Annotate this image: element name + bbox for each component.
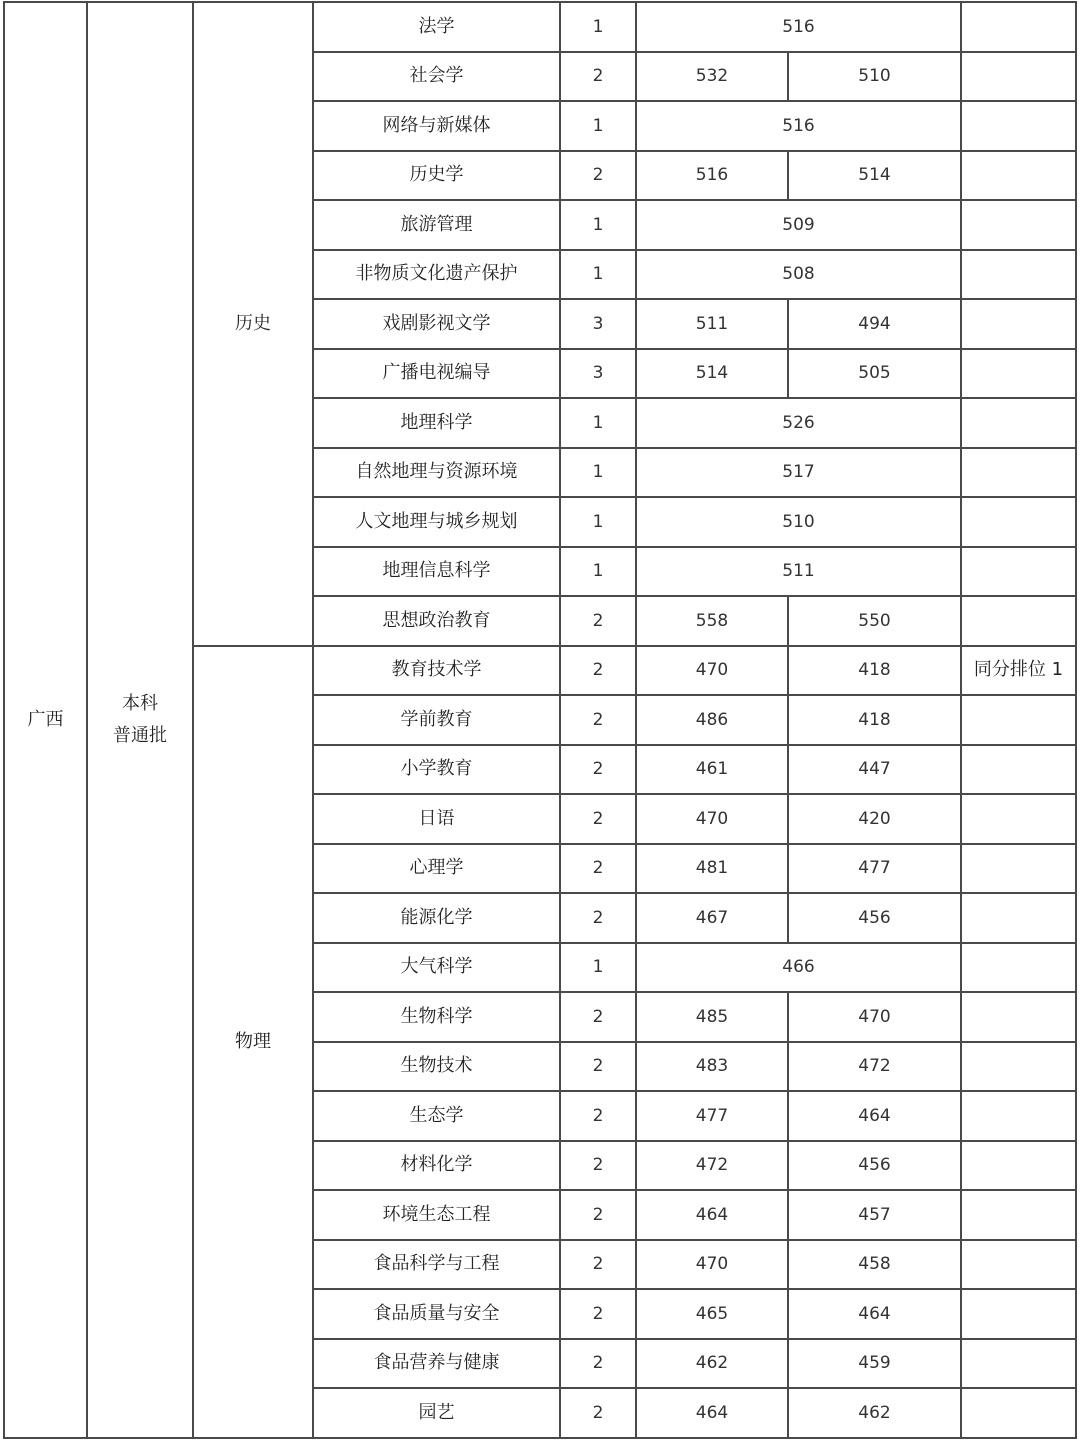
major-name-cell: 地理信息科学 bbox=[313, 547, 560, 597]
major-name-cell: 思想政治教育 bbox=[313, 596, 560, 646]
lowest-score-cell: 514 bbox=[788, 151, 961, 201]
note-cell bbox=[961, 745, 1076, 795]
major-name-cell: 人文地理与城乡规划 bbox=[313, 497, 560, 547]
note-cell bbox=[961, 151, 1076, 201]
highest-score-cell: 532 bbox=[636, 52, 788, 102]
note-cell bbox=[961, 349, 1076, 399]
major-name-cell: 历史学 bbox=[313, 151, 560, 201]
plan-count-cell: 1 bbox=[560, 448, 636, 498]
plan-count-cell: 2 bbox=[560, 1091, 636, 1141]
plan-count-cell: 2 bbox=[560, 596, 636, 646]
plan-count-cell: 2 bbox=[560, 893, 636, 943]
major-name-cell: 生物技术 bbox=[313, 1042, 560, 1092]
score-cell: 511 bbox=[636, 547, 961, 597]
plan-count-cell: 2 bbox=[560, 52, 636, 102]
major-name-cell: 生物科学 bbox=[313, 992, 560, 1042]
note-cell bbox=[961, 250, 1076, 300]
major-name-cell: 园艺 bbox=[313, 1388, 560, 1438]
plan-count-cell: 2 bbox=[560, 1339, 636, 1389]
lowest-score-cell: 472 bbox=[788, 1042, 961, 1092]
major-name-cell: 日语 bbox=[313, 794, 560, 844]
highest-score-cell: 461 bbox=[636, 745, 788, 795]
note-cell bbox=[961, 1190, 1076, 1240]
note-cell bbox=[961, 1289, 1076, 1339]
highest-score-cell: 470 bbox=[636, 1240, 788, 1290]
highest-score-cell: 462 bbox=[636, 1339, 788, 1389]
note-cell bbox=[961, 398, 1076, 448]
lowest-score-cell: 505 bbox=[788, 349, 961, 399]
plan-count-cell: 2 bbox=[560, 992, 636, 1042]
highest-score-cell: 477 bbox=[636, 1091, 788, 1141]
lowest-score-cell: 510 bbox=[788, 52, 961, 102]
note-cell bbox=[961, 299, 1076, 349]
highest-score-cell: 483 bbox=[636, 1042, 788, 1092]
plan-count-cell: 1 bbox=[560, 200, 636, 250]
highest-score-cell: 558 bbox=[636, 596, 788, 646]
plan-count-cell: 1 bbox=[560, 250, 636, 300]
highest-score-cell: 511 bbox=[636, 299, 788, 349]
highest-score-cell: 464 bbox=[636, 1190, 788, 1240]
score-cell: 526 bbox=[636, 398, 961, 448]
note-cell bbox=[961, 943, 1076, 993]
note-cell bbox=[961, 448, 1076, 498]
plan-count-cell: 1 bbox=[560, 398, 636, 448]
major-name-cell: 广播电视编导 bbox=[313, 349, 560, 399]
note-cell bbox=[961, 893, 1076, 943]
plan-count-cell: 2 bbox=[560, 646, 636, 696]
lowest-score-cell: 494 bbox=[788, 299, 961, 349]
batch-line-1: 本科 bbox=[122, 692, 158, 714]
batch-cell bbox=[87, 2, 193, 1438]
major-name-cell: 大气科学 bbox=[313, 943, 560, 993]
highest-score-cell: 486 bbox=[636, 695, 788, 745]
note-cell bbox=[961, 547, 1076, 597]
plan-count-cell: 2 bbox=[560, 794, 636, 844]
highest-score-cell: 465 bbox=[636, 1289, 788, 1339]
major-name-cell: 环境生态工程 bbox=[313, 1190, 560, 1240]
lowest-score-cell: 470 bbox=[788, 992, 961, 1042]
highest-score-cell: 481 bbox=[636, 844, 788, 894]
lowest-score-cell: 459 bbox=[788, 1339, 961, 1389]
highest-score-cell: 470 bbox=[636, 794, 788, 844]
plan-count-cell: 1 bbox=[560, 547, 636, 597]
major-name-cell: 戏剧影视文学 bbox=[313, 299, 560, 349]
highest-score-cell: 470 bbox=[636, 646, 788, 696]
note-cell bbox=[961, 844, 1076, 894]
plan-count-cell: 1 bbox=[560, 943, 636, 993]
plan-count-cell: 2 bbox=[560, 151, 636, 201]
major-name-cell: 旅游管理 bbox=[313, 200, 560, 250]
major-name-cell: 法学 bbox=[313, 2, 560, 52]
highest-score-cell: 464 bbox=[636, 1388, 788, 1438]
note-cell bbox=[961, 1240, 1076, 1290]
highest-score-cell: 472 bbox=[636, 1141, 788, 1191]
note-cell bbox=[961, 52, 1076, 102]
lowest-score-cell: 456 bbox=[788, 893, 961, 943]
plan-count-cell: 2 bbox=[560, 745, 636, 795]
note-cell bbox=[961, 1091, 1076, 1141]
plan-count-cell: 2 bbox=[560, 1141, 636, 1191]
batch-line-2: 普通批 bbox=[113, 724, 167, 746]
note-cell: 同分排位 1 bbox=[961, 646, 1076, 696]
subject-group-cell: 历史 bbox=[193, 2, 313, 646]
score-cell: 508 bbox=[636, 250, 961, 300]
note-cell bbox=[961, 794, 1076, 844]
subject-group-cell: 物理 bbox=[193, 646, 313, 1438]
score-cell: 516 bbox=[636, 2, 961, 52]
lowest-score-cell: 464 bbox=[788, 1091, 961, 1141]
score-cell: 516 bbox=[636, 101, 961, 151]
lowest-score-cell: 456 bbox=[788, 1141, 961, 1191]
score-cell: 466 bbox=[636, 943, 961, 993]
major-name-cell: 能源化学 bbox=[313, 893, 560, 943]
major-name-cell: 自然地理与资源环境 bbox=[313, 448, 560, 498]
lowest-score-cell: 418 bbox=[788, 646, 961, 696]
major-name-cell: 食品营养与健康 bbox=[313, 1339, 560, 1389]
score-cell: 509 bbox=[636, 200, 961, 250]
major-name-cell: 教育技术学 bbox=[313, 646, 560, 696]
major-name-cell: 材料化学 bbox=[313, 1141, 560, 1191]
major-name-cell: 学前教育 bbox=[313, 695, 560, 745]
plan-count-cell: 1 bbox=[560, 2, 636, 52]
lowest-score-cell: 550 bbox=[788, 596, 961, 646]
note-cell bbox=[961, 497, 1076, 547]
major-name-cell: 食品科学与工程 bbox=[313, 1240, 560, 1290]
plan-count-cell: 1 bbox=[560, 497, 636, 547]
plan-count-cell: 2 bbox=[560, 1240, 636, 1290]
highest-score-cell: 485 bbox=[636, 992, 788, 1042]
note-cell bbox=[961, 1388, 1076, 1438]
highest-score-cell: 516 bbox=[636, 151, 788, 201]
lowest-score-cell: 464 bbox=[788, 1289, 961, 1339]
note-cell bbox=[961, 1042, 1076, 1092]
lowest-score-cell: 458 bbox=[788, 1240, 961, 1290]
lowest-score-cell: 420 bbox=[788, 794, 961, 844]
plan-count-cell: 2 bbox=[560, 844, 636, 894]
lowest-score-cell: 457 bbox=[788, 1190, 961, 1240]
major-name-cell: 地理科学 bbox=[313, 398, 560, 448]
note-cell bbox=[961, 992, 1076, 1042]
note-cell bbox=[961, 101, 1076, 151]
highest-score-cell: 467 bbox=[636, 893, 788, 943]
major-name-cell: 食品质量与安全 bbox=[313, 1289, 560, 1339]
note-cell bbox=[961, 695, 1076, 745]
note-cell bbox=[961, 1339, 1076, 1389]
plan-count-cell: 1 bbox=[560, 101, 636, 151]
plan-count-cell: 2 bbox=[560, 1042, 636, 1092]
lowest-score-cell: 462 bbox=[788, 1388, 961, 1438]
major-name-cell: 小学教育 bbox=[313, 745, 560, 795]
plan-count-cell: 2 bbox=[560, 1289, 636, 1339]
major-name-cell: 生态学 bbox=[313, 1091, 560, 1141]
region-cell: 广西 bbox=[4, 2, 87, 1438]
note-cell bbox=[961, 200, 1076, 250]
note-cell bbox=[961, 2, 1076, 52]
admission-score-table bbox=[3, 1, 1077, 1439]
table-row bbox=[4, 2, 1076, 52]
highest-score-cell: 514 bbox=[636, 349, 788, 399]
score-cell: 517 bbox=[636, 448, 961, 498]
plan-count-cell: 2 bbox=[560, 695, 636, 745]
lowest-score-cell: 418 bbox=[788, 695, 961, 745]
plan-count-cell: 2 bbox=[560, 1388, 636, 1438]
major-name-cell: 心理学 bbox=[313, 844, 560, 894]
major-name-cell: 非物质文化遗产保护 bbox=[313, 250, 560, 300]
lowest-score-cell: 447 bbox=[788, 745, 961, 795]
lowest-score-cell: 477 bbox=[788, 844, 961, 894]
note-cell bbox=[961, 596, 1076, 646]
plan-count-cell: 2 bbox=[560, 1190, 636, 1240]
major-name-cell: 网络与新媒体 bbox=[313, 101, 560, 151]
note-cell bbox=[961, 1141, 1076, 1191]
table-body bbox=[4, 2, 1076, 1438]
plan-count-cell: 3 bbox=[560, 299, 636, 349]
score-cell: 510 bbox=[636, 497, 961, 547]
major-name-cell: 社会学 bbox=[313, 52, 560, 102]
plan-count-cell: 3 bbox=[560, 349, 636, 399]
